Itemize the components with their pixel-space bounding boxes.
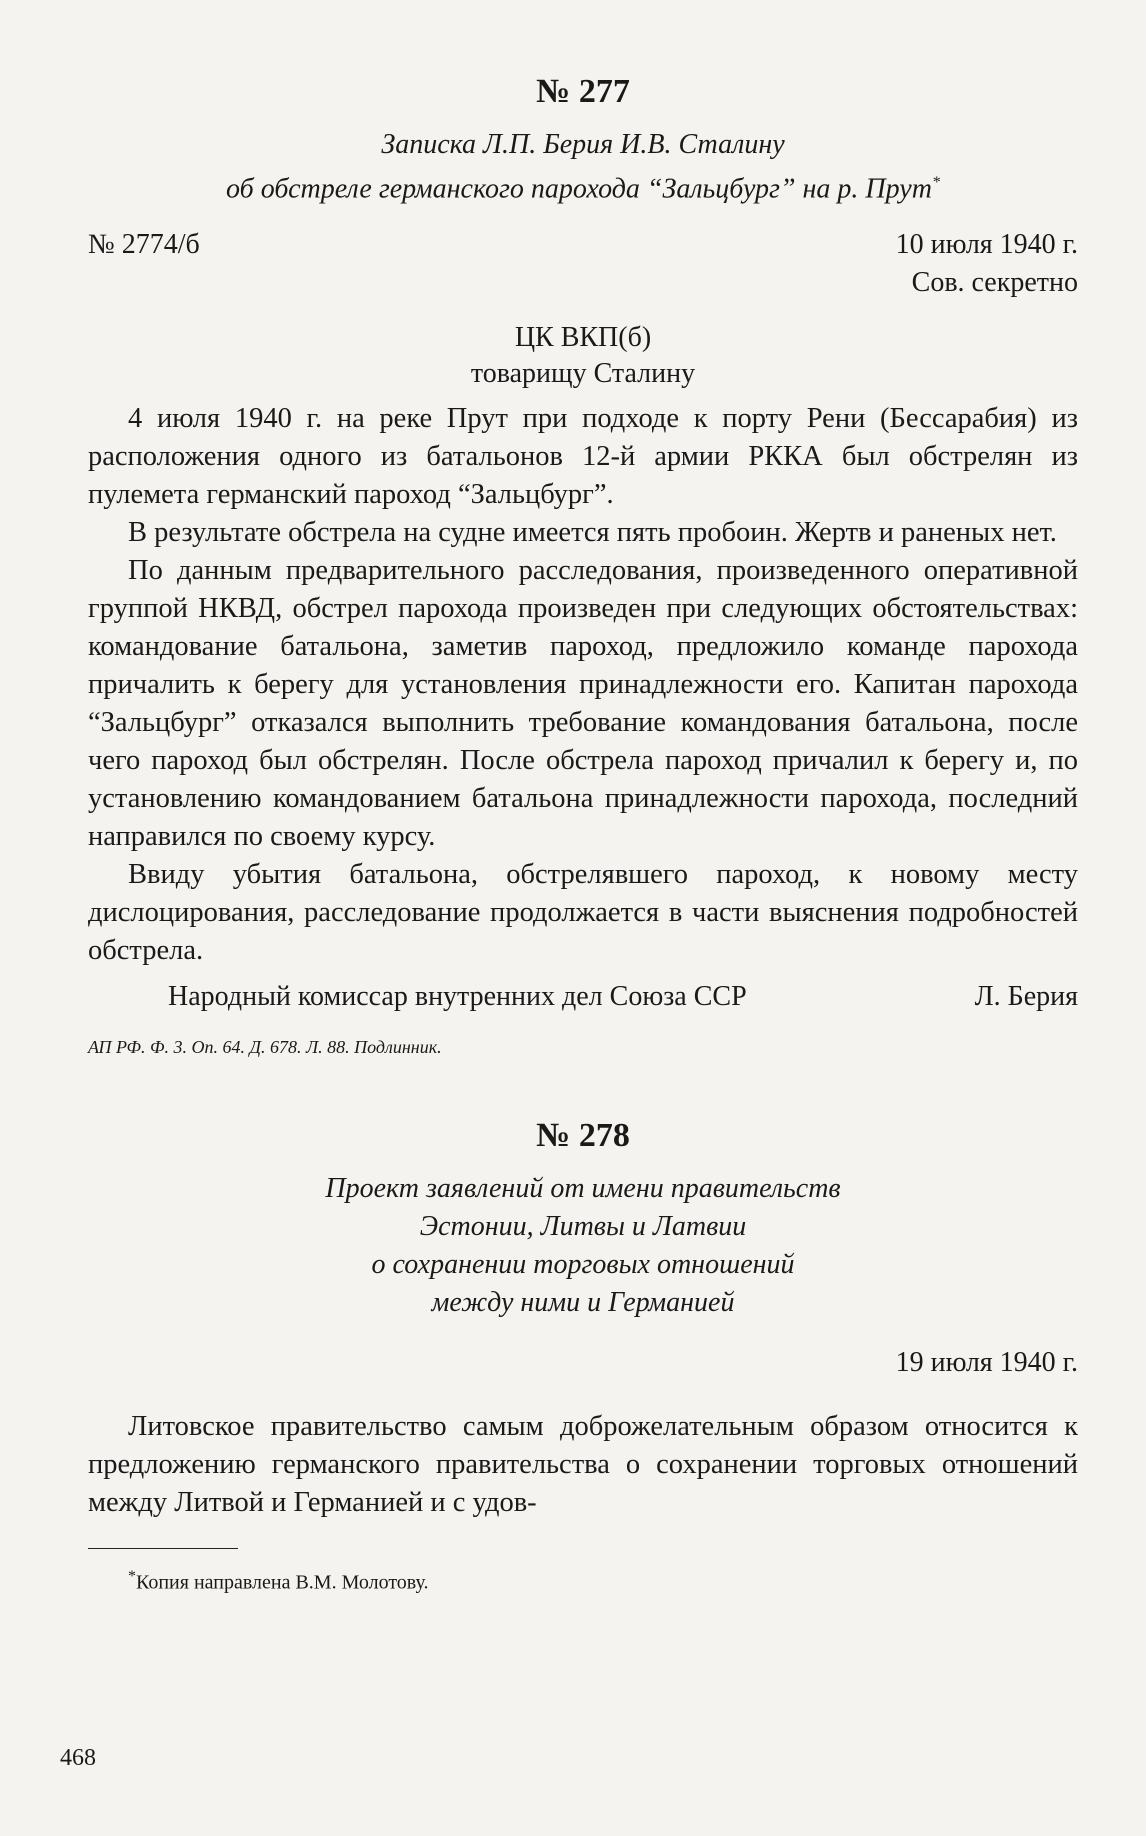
body-paragraph: В результате обстрела на судне имеется пять пробоин. Жертв и раненых нет. [128,517,1057,549]
document-title-line2 [88,164,1078,208]
secrecy-label: Сов. секретно [911,267,1078,299]
signature-row [88,978,1078,1016]
document-278-title-line1: Проект заявлений от имени правительств [325,1173,841,1205]
signature-role: Народный комиссар внутренних дел Союза ССР [168,981,747,1013]
addressee-org: ЦК ВКП(б) [514,322,652,354]
archive-source: АП РФ. Ф. 3. Оп. 64. Д. 678. Л. 88. Подлинник. [88,1037,442,1058]
addressee-person: товарищу Сталину [470,358,696,390]
document-date: 10 июля 1940 г. [895,229,1078,261]
footnote [88,1563,1078,1597]
footnote-divider [88,1548,238,1549]
document-278-title-line2: Эстонии, Литвы и Латвии [419,1211,747,1243]
footnote-text: Копия направлена В.М. Молотову. [136,1571,429,1594]
reference-row [88,226,1078,264]
body-paragraph: Литовское правительство самым доброжелательным образом относится к предложению германского правительства о сохранении торговых отношений между Литвой и Германией и с удов- [88,1411,1078,1519]
document-title-line2-text: об обстреле германского парохода “Зальцбург” на р. Прут [226,173,932,205]
reference-number: № 2774/б [88,229,200,261]
document-page [88,70,1078,1597]
document-title-line1: Записка Л.П. Берия И.В. Сталину [381,129,785,160]
document-278-title-line3: о сохранении торговых отношений [371,1249,795,1281]
body-paragraph: Ввиду убытия батальона, обстрелявшего пароход, к новому месту дислоцирования, расследование продолжается в части выяснения подробностей обстрела. [88,859,1078,967]
document-278-title-line4: между ними и Германией [431,1287,735,1319]
document-number-277: № 277 [536,73,630,110]
footnote-mark: * [128,1568,136,1586]
document-278-date: 19 июля 1940 г. [895,1347,1078,1379]
body-paragraph: 4 июля 1940 г. на реке Прут при подходе к порту Рени (Бессарабия) из расположения одного из батальонов 12-й армии РККА был обстрелян из пулемета германский пароход “Зальцбург”. [88,403,1078,511]
footnote-mark: * [931,174,940,191]
signature-name: Л. Берия [974,981,1078,1013]
page-number: 468 [60,1745,96,1771]
body-paragraph: По данным предварительного расследования, произведенного оперативной группой НКВД, обстрел парохода произведен при следующих обстоятельствах: командование батальона, заметив пароход, предложило команде парохода причалить к берегу для установления принадлежности его. Капитан парохода “Зальцбург” отказался выполнить требование командования батальона, после чего пароход был обстрелян. После обстрела пароход причалил к берегу и, по установлению командованием батальона принадлежности парохода, последний направился по своему курсу. [88,555,1078,853]
document-number-278: № 278 [536,1117,630,1155]
